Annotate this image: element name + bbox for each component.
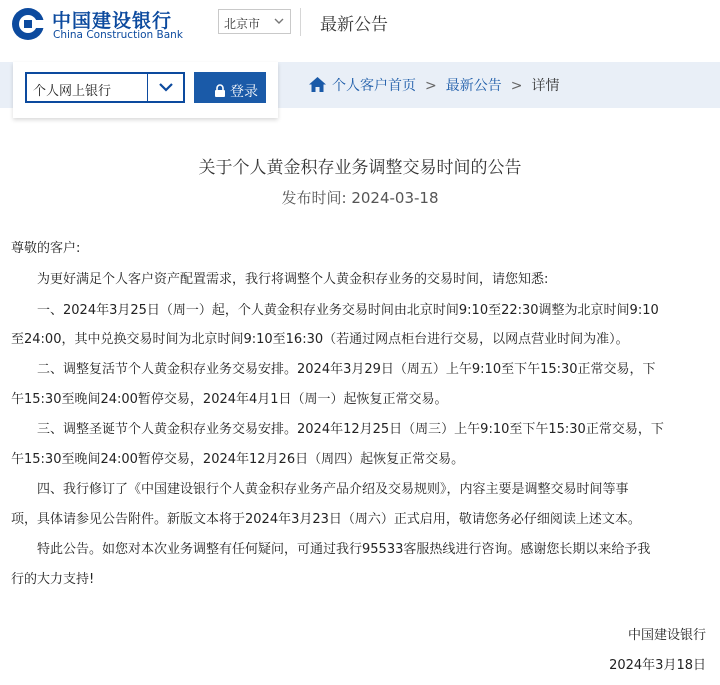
article-line: 行的大力支持!	[11, 572, 95, 587]
brand-name-cn[interactable]: 中国建设银行	[52, 10, 173, 32]
publish-label: 发布时间:	[281, 189, 347, 207]
bank-channel-select[interactable]	[25, 72, 185, 103]
city-select-value: 北京市	[224, 17, 261, 31]
signature-date: 2024年3月18日	[609, 658, 706, 673]
bank-channel-toggle[interactable]	[147, 74, 183, 101]
article-line: 一、2024年3月25日（周一）起，个人黄金积存业务交易时间由北京时间9:10至22:30调整为北京时间9:10	[37, 303, 659, 318]
breadcrumb-separator: >	[425, 78, 437, 94]
article-line: 午15:30至晚间24:00暂停交易，2024年12月26日（周四）起恢复正常交易。	[11, 452, 465, 467]
home-icon[interactable]	[309, 77, 326, 92]
ccb-logo-icon[interactable]	[10, 6, 46, 42]
lock-icon	[214, 84, 226, 97]
login-button[interactable]	[194, 72, 266, 103]
article-title: 关于个人黄金积存业务调整交易时间的公告	[198, 158, 522, 178]
login-button-label: 登录	[230, 82, 258, 99]
article-line: 尊敬的客户:	[11, 241, 81, 256]
signature: 中国建设银行	[627, 628, 706, 643]
header-divider	[300, 8, 301, 36]
article-line: 四、我行修订了《中国建设银行个人黄金积存业务产品介绍及交易规则》，内容主要是调整交易时间等事	[37, 482, 629, 497]
breadcrumb-home[interactable]: 个人客户首页	[332, 78, 416, 94]
chevron-down-icon	[158, 81, 174, 93]
publish-date: 2024-03-18	[351, 189, 439, 207]
article-line: 午15:30至晚间24:00暂停交易，2024年4月1日（周一）起恢复正常交易。	[11, 392, 448, 407]
bank-channel-value: 个人网上银行	[33, 84, 112, 99]
publish-info	[0, 187, 720, 208]
brand-name-en[interactable]: China Construction Bank	[53, 29, 183, 41]
breadcrumb-current: 详情	[531, 78, 560, 94]
article-line: 特此公告。如您对本次业务调整有任何疑问，可通过我行95533客服热线进行咨询。感谢您长期以来给予我	[37, 542, 651, 557]
breadcrumb-section[interactable]: 最新公告	[445, 78, 502, 94]
breadcrumb	[309, 75, 559, 95]
site-header	[0, 0, 720, 62]
breadcrumb-separator: >	[510, 78, 523, 94]
article-line: 二、调整复活节个人黄金积存业务交易安排。2024年3月29日（周五）上午9:10至下午15:30正常交易，下	[37, 362, 656, 377]
article-line: 项，具体请参见公告附件。新版文本将于2024年3月23日（周六）正式启用，敬请您务必仔细阅读上述文本。	[11, 512, 641, 527]
article-line: 为更好满足个人客户资产配置需求，我行将调整个人黄金积存业务的交易时间，请您知悉:	[37, 272, 549, 287]
article-line: 至24:00，其中兑换交易时间为北京时间9:10至16:30（若通过网点柜台进行交易，以网点营业时间为准）。	[11, 332, 629, 347]
chevron-down-icon	[274, 16, 284, 26]
page-title: 最新公告	[320, 15, 388, 35]
article-line: 三、调整圣诞节个人黄金积存业务交易安排。2024年12月25日（周三）上午9:10至下午15:30正常交易，下	[37, 422, 664, 437]
city-select[interactable]	[218, 9, 291, 34]
